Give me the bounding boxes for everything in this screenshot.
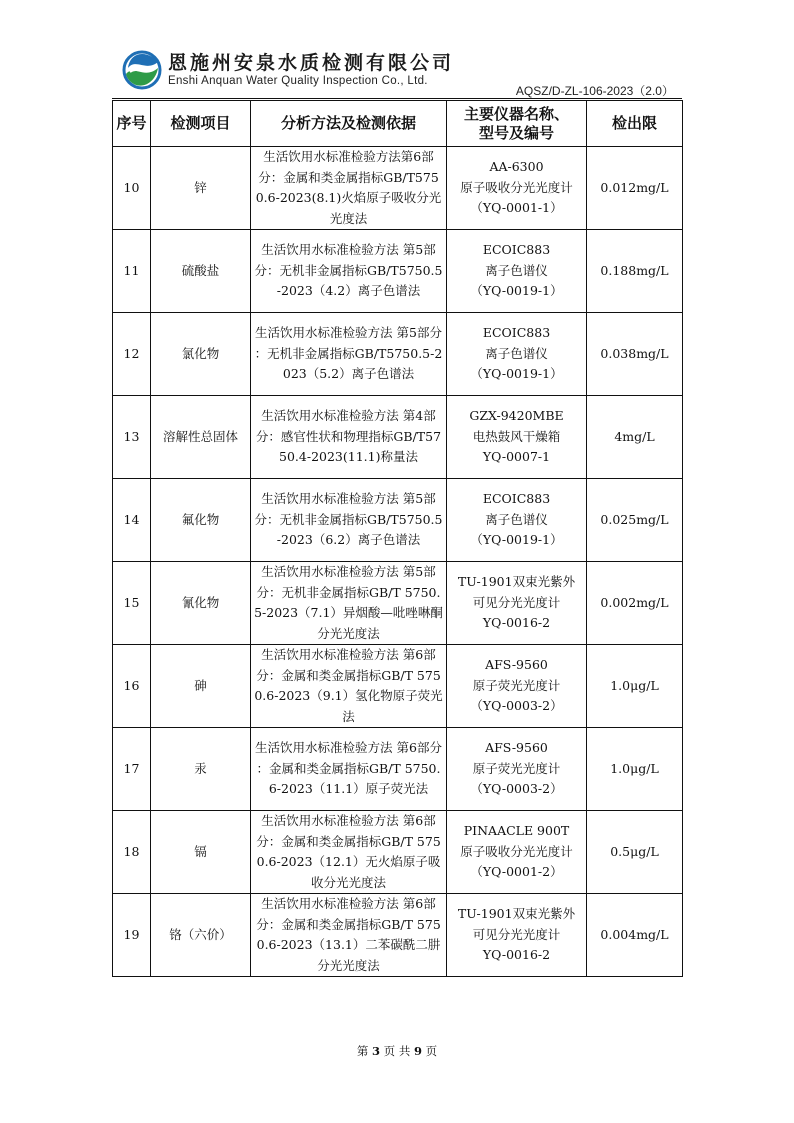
cell-limit: 0.002mg/L <box>587 562 683 645</box>
inspection-methods-table <box>112 100 683 977</box>
table-row <box>113 479 683 562</box>
cell-index: 10 <box>113 147 151 230</box>
instrument-id: （YQ-0001-2） <box>470 864 563 880</box>
table-row <box>113 396 683 479</box>
page-total: 9 <box>413 1044 422 1058</box>
header-method: 分析方法及检测依据 <box>251 101 447 147</box>
header-instrument-line1: 主要仪器名称、 <box>463 104 569 123</box>
cell-method: 生活饮用水标准检验方法 第4部分：感官性状和物理指标GB/T5750.4-2023(11.1)称量法 <box>251 396 447 479</box>
instrument-name: 原子荧光光度计 <box>472 677 561 693</box>
cell-item: 溶解性总固体 <box>151 396 251 479</box>
footer-suffix: 页 <box>425 1044 438 1058</box>
cell-limit: 4mg/L <box>587 396 683 479</box>
cell-instrument <box>447 230 587 313</box>
instrument-id: （YQ-0003-2） <box>470 698 563 714</box>
cell-item: 氰化物 <box>151 562 251 645</box>
cell-method: 生活饮用水标准检验方法第6部分：金属和类金属指标GB/T5750.6-2023(8.1)火焰原子吸收分光光度法 <box>251 147 447 230</box>
company-name-en: Enshi Anquan Water Quality Inspection Co., Ltd. <box>168 75 428 87</box>
cell-method: 生活饮用水标准检验方法 第6部分：金属和类金属指标GB/T 5750.6-2023（12.1）无火焰原子吸收分光光度法 <box>251 811 447 894</box>
instrument-model: AA-6300 <box>489 159 544 175</box>
instrument-name: 原子荧光光度计 <box>472 760 561 776</box>
header-divider <box>112 98 682 99</box>
header-instrument <box>447 101 587 147</box>
cell-instrument <box>447 479 587 562</box>
cell-instrument <box>447 396 587 479</box>
cell-index: 17 <box>113 728 151 811</box>
instrument-model: ECOIC883 <box>482 242 551 258</box>
instrument-id: （YQ-0019-1） <box>470 283 563 299</box>
instrument-name: 原子吸收分光光度计 <box>460 179 573 195</box>
cell-item: 铬（六价） <box>151 894 251 977</box>
instrument-name: 电热鼓风干燥箱 <box>472 428 561 444</box>
footer-prefix: 第 <box>356 1044 369 1058</box>
cell-limit: 1.0μg/L <box>587 728 683 811</box>
cell-index: 14 <box>113 479 151 562</box>
instrument-id: （YQ-0001-1） <box>470 200 563 216</box>
table-row <box>113 894 683 977</box>
instrument-model: ECOIC883 <box>482 491 551 507</box>
cell-limit: 1.0μg/L <box>587 645 683 728</box>
instrument-model: AFS-9560 <box>485 740 548 756</box>
instrument-name: 原子吸收分光光度计 <box>460 843 573 859</box>
cell-index: 13 <box>113 396 151 479</box>
page-footer <box>0 1043 794 1059</box>
cell-method: 生活饮用水标准检验方法 第6部分：金属和类金属指标GB/T 5750.6-2023（13.1）二苯碳酰二肼分光光度法 <box>251 894 447 977</box>
page-header <box>120 44 680 100</box>
instrument-name: 离子色谱仪 <box>485 262 548 278</box>
instrument-model: ECOIC883 <box>482 325 551 341</box>
cell-index: 11 <box>113 230 151 313</box>
instrument-name: 离子色谱仪 <box>485 511 548 527</box>
cell-limit: 0.038mg/L <box>587 313 683 396</box>
cell-limit: 0.5μg/L <box>587 811 683 894</box>
cell-method: 生活饮用水标准检验方法 第5部分 ：无机非金属指标GB/T5750.5-2023（5.2）离子色谱法 <box>251 313 447 396</box>
cell-item: 氟化物 <box>151 479 251 562</box>
instrument-id: （YQ-0019-1） <box>470 532 563 548</box>
cell-index: 19 <box>113 894 151 977</box>
instrument-name: 可见分光光度计 <box>472 926 561 942</box>
header-index: 序号 <box>113 101 151 147</box>
instrument-name: 离子色谱仪 <box>485 345 548 361</box>
cell-item: 锌 <box>151 147 251 230</box>
table-row <box>113 728 683 811</box>
cell-item: 镉 <box>151 811 251 894</box>
page-number: 3 <box>372 1044 381 1058</box>
instrument-model: PINAACLE 900T <box>463 823 570 839</box>
cell-index: 16 <box>113 645 151 728</box>
cell-limit: 0.188mg/L <box>587 230 683 313</box>
cell-method: 生活饮用水标准检验方法 第6部分：金属和类金属指标GB/T 5750.6-2023（9.1）氢化物原子荧光法 <box>251 645 447 728</box>
header-instrument-line2: 型号及编号 <box>478 123 554 142</box>
cell-limit: 0.004mg/L <box>587 894 683 977</box>
cell-index: 12 <box>113 313 151 396</box>
cell-limit: 0.025mg/L <box>587 479 683 562</box>
cell-index: 18 <box>113 811 151 894</box>
footer-middle: 页 共 <box>383 1044 411 1058</box>
cell-instrument <box>447 894 587 977</box>
document-code: AQSZ/D-ZL-106-2023（2.0） <box>515 84 674 98</box>
table-header-row <box>113 101 683 147</box>
instrument-name: 可见分光光度计 <box>472 594 561 610</box>
cell-item: 氯化物 <box>151 313 251 396</box>
header-limit: 检出限 <box>587 101 683 147</box>
cell-instrument <box>447 147 587 230</box>
cell-method: 生活饮用水标准检验方法 第5部分：无机非金属指标GB/T 5750.5-2023（7.1）异烟酸—吡唑啉酮分光光度法 <box>251 562 447 645</box>
cell-item: 硫酸盐 <box>151 230 251 313</box>
company-logo-icon <box>122 50 162 90</box>
cell-instrument <box>447 562 587 645</box>
instrument-id: YQ-0007-1 <box>482 449 551 465</box>
cell-instrument <box>447 313 587 396</box>
cell-limit: 0.012mg/L <box>587 147 683 230</box>
instrument-model: TU-1901双束光紫外 <box>457 906 576 922</box>
table-row <box>113 230 683 313</box>
company-name-cn: 恩施州安泉水质检测有限公司 <box>168 52 455 74</box>
instrument-id: （YQ-0003-2） <box>470 781 563 797</box>
cell-instrument <box>447 811 587 894</box>
instrument-model: AFS-9560 <box>485 657 548 673</box>
header-item: 检测项目 <box>151 101 251 147</box>
instrument-model: TU-1901双束光紫外 <box>457 574 576 590</box>
instrument-id: YQ-0016-2 <box>482 615 551 631</box>
table-row <box>113 313 683 396</box>
cell-instrument <box>447 645 587 728</box>
table-row <box>113 645 683 728</box>
table-row <box>113 562 683 645</box>
instrument-id: （YQ-0019-1） <box>470 366 563 382</box>
instrument-id: YQ-0016-2 <box>482 947 551 963</box>
cell-index: 15 <box>113 562 151 645</box>
cell-item: 汞 <box>151 728 251 811</box>
cell-instrument <box>447 728 587 811</box>
table-row <box>113 147 683 230</box>
table-row <box>113 811 683 894</box>
cell-method: 生活饮用水标准检验方法 第5部分：无机非金属指标GB/T5750.5-2023（6.2）离子色谱法 <box>251 479 447 562</box>
cell-method: 生活饮用水标准检验方法 第5部分：无机非金属指标GB/T5750.5-2023（4.2）离子色谱法 <box>251 230 447 313</box>
instrument-model: GZX-9420MBE <box>469 408 564 424</box>
cell-item: 砷 <box>151 645 251 728</box>
cell-method: 生活饮用水标准检验方法 第6部分 ：金属和类金属指标GB/T 5750.6-2023（11.1）原子荧光法 <box>251 728 447 811</box>
